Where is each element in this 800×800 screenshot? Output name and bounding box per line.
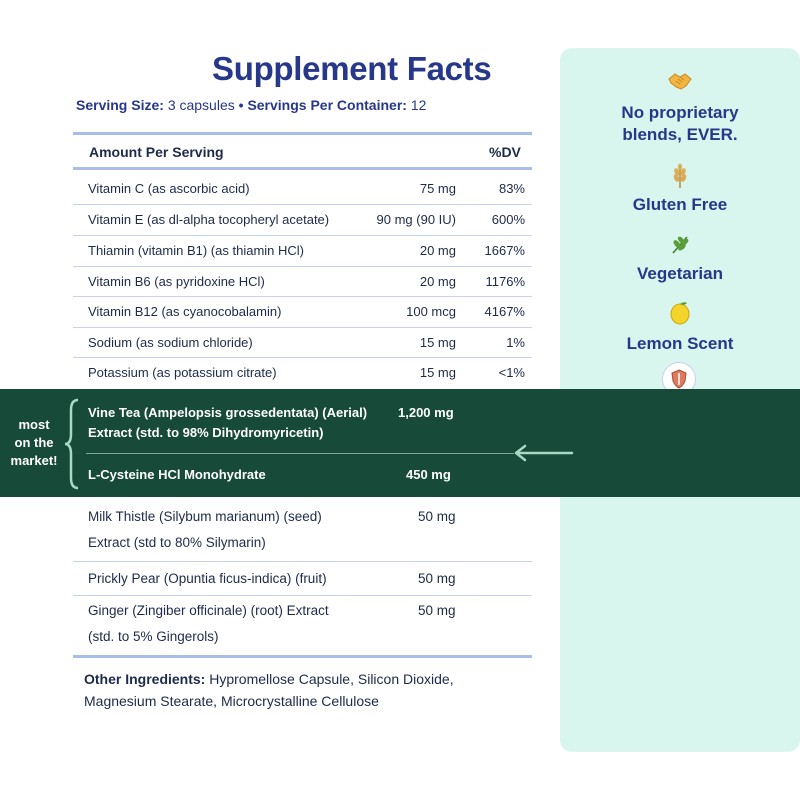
nutrient-dv: <1% [498, 365, 525, 380]
ingredient-line: Ginger (Zingiber officinale) (root) Extract [88, 603, 329, 618]
side-label-line: market! [10, 453, 58, 468]
nutrient-dv: 600% [491, 212, 525, 227]
nutrient-name: Potassium (as potassium citrate) [88, 365, 277, 380]
handshake-icon [560, 70, 800, 98]
table-row [88, 296, 528, 327]
lemon-icon [560, 300, 800, 332]
table-row [88, 357, 528, 388]
herb-icon [560, 232, 800, 262]
nutrient-dv: 1% [506, 335, 525, 350]
page-title: Supplement Facts [212, 50, 492, 87]
vine-tea-line-2: Extract (std. to 98% Dihydromyricetin) [88, 425, 324, 440]
table-header-rule [73, 167, 532, 170]
feature-lemon-scent [560, 333, 800, 355]
list-item [88, 504, 508, 556]
feature-text-line: blends, EVER. [622, 125, 738, 144]
nutrient-dv: 4167% [484, 304, 525, 319]
nutrient-amount: 15 mg [419, 365, 456, 380]
feature-vegetarian [560, 263, 800, 285]
arrow-left-icon [512, 443, 574, 463]
list-item [88, 566, 508, 592]
ingredient-amount: 50 mg [418, 509, 456, 524]
feature-text-line: Vegetarian [637, 264, 723, 283]
nutrient-amount: 75 mg [419, 181, 456, 196]
servings-per-container-label: Servings Per Container: [247, 97, 407, 113]
feature-text-line: Gluten Free [632, 195, 728, 214]
ingredient-amount: 50 mg [418, 571, 456, 586]
l-cysteine-amount: 450 mg [406, 467, 451, 482]
nutrient-name: Vitamin C (as ascorbic acid) [88, 181, 250, 196]
ingredient-line: (std. to 5% Gingerols) [88, 629, 219, 644]
side-label-line: most [18, 417, 50, 432]
nutrient-name: Sodium (as sodium chloride) [88, 335, 253, 350]
brace-icon [62, 398, 82, 490]
table-top-rule [73, 132, 532, 135]
ingredient-line: Prickly Pear (Opuntia ficus-indica) (fruit) [88, 571, 327, 586]
other-ingredients-text: Hypromellose Capsule, Silicon Dioxide, [209, 671, 454, 687]
nutrient-amount: 15 mg [419, 335, 456, 350]
feature-text-line: No proprietary [621, 103, 739, 122]
nutrient-amount: 100 mcg [406, 304, 456, 319]
list-item [88, 598, 508, 650]
serving-separator: • [238, 97, 244, 113]
nutrient-name: Thiamin (vitamin B1) (as thiamin HCl) [88, 243, 304, 258]
amount-per-serving-header: Amount Per Serving [89, 144, 224, 160]
most-on-market-label [6, 416, 62, 470]
other-ingredients-line-2: Magnesium Stearate, Microcrystalline Cellulose [84, 693, 379, 709]
nutrient-name: Vitamin B6 (as pyridoxine HCl) [88, 274, 265, 289]
side-label-line: on the [14, 435, 54, 450]
table-row [88, 235, 528, 266]
vine-tea-line-1: Vine Tea (Ampelopsis grossedentata) (Aerial) [88, 405, 368, 420]
l-cysteine-name: L-Cysteine HCl Monohydrate [88, 467, 266, 482]
ingredient-amount: 50 mg [418, 603, 456, 618]
row-divider [73, 561, 532, 562]
nutrient-amount: 90 mg (90 IU) [376, 212, 456, 227]
other-ingredients [84, 668, 504, 712]
nutrient-name: Vitamin E (as dl-alpha tocopheryl acetate) [88, 212, 330, 227]
nutrient-dv: 83% [498, 181, 525, 196]
serving-size-value: 3 capsules [167, 97, 235, 113]
table-row [88, 173, 528, 204]
table-bottom-rule [73, 655, 532, 658]
table-row [88, 327, 528, 358]
serving-size-label: Serving Size: [76, 97, 164, 113]
feature-text-line: Lemon Scent [626, 334, 734, 353]
wheat-icon [560, 163, 800, 195]
table-row [88, 266, 528, 297]
feature-no-proprietary [560, 102, 800, 146]
feature-gluten-free [560, 194, 800, 216]
nutrient-amount: 20 mg [419, 243, 456, 258]
vine-tea-amount: 1,200 mg [398, 405, 454, 420]
dv-header: %DV [489, 144, 521, 160]
other-ingredients-label: Other Ingredients: [84, 671, 206, 687]
servings-per-container-value: 12 [410, 97, 427, 113]
nutrient-amount: 20 mg [419, 274, 456, 289]
row-divider [73, 595, 532, 596]
nutrient-name: Vitamin B12 (as cyanocobalamin) [88, 304, 282, 319]
ingredient-line: Milk Thistle (Silybum marianum) (seed) [88, 509, 322, 524]
nutrient-dv: 1667% [484, 243, 525, 258]
serving-info [76, 97, 426, 113]
nutrient-dv: 1176% [485, 274, 525, 289]
band-divider [86, 453, 514, 454]
table-row [88, 204, 528, 235]
other-ingredients-line-1 [84, 668, 504, 690]
vine-tea-name [88, 403, 367, 443]
ingredient-line: Extract (std to 80% Silymarin) [88, 535, 266, 550]
